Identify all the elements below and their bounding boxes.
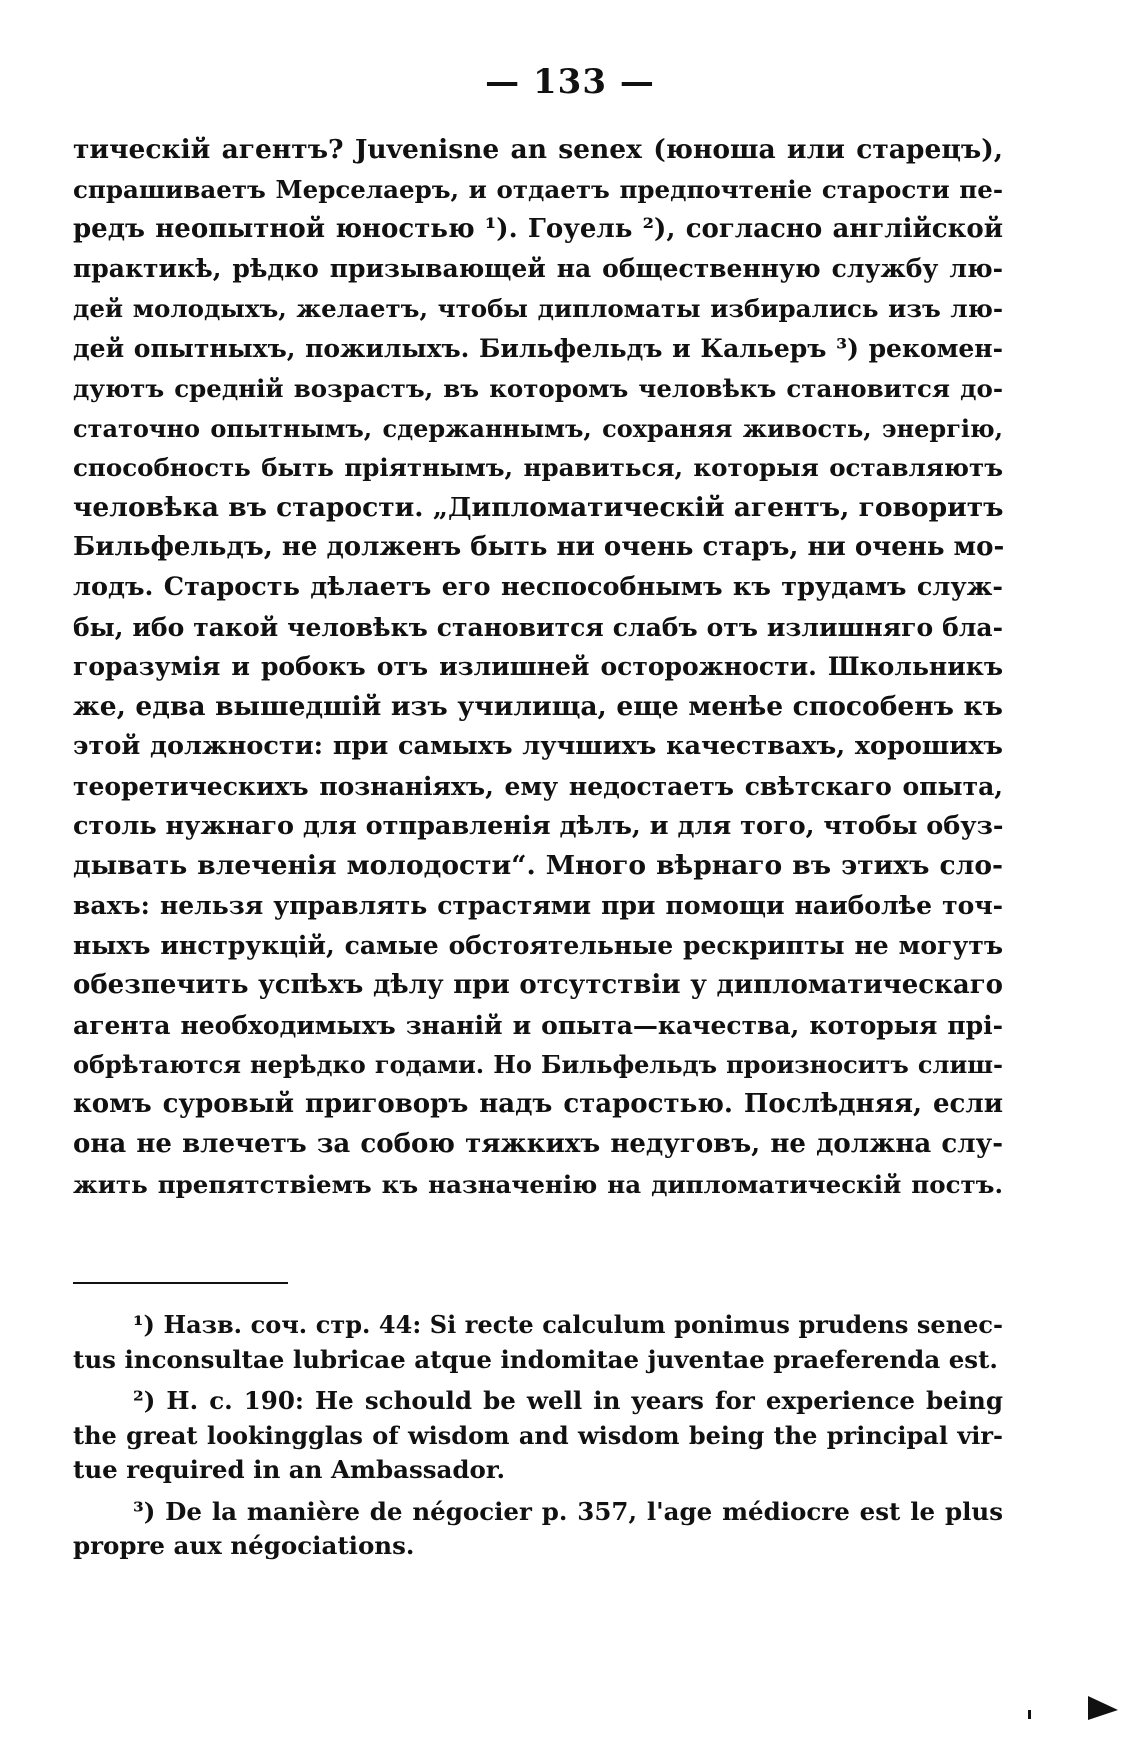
footnote-line: ³) De la manière de négocier p. 357, l'age médiocre est le plus xyxy=(133,1496,1003,1526)
text-line: Бильфельдъ, не долженъ быть ни очень старъ, ни очень мо- xyxy=(73,531,1005,562)
footnote-3 xyxy=(73,1495,1003,1564)
text-line: обрѣтаются нерѣдко годами. Но Бильфельдъ произноситъ слиш- xyxy=(73,1050,1003,1080)
text-line: лодъ. Старость дѣлаетъ его неспособнымъ къ трудамъ служ- xyxy=(73,571,1003,602)
text-line: столь нужнаго для отправленія дѣлъ, и для того, чтобы обуз- xyxy=(73,810,1004,841)
text-line: спрашиваетъ Мерселаеръ, и отдаетъ предпочтеніе старости пе- xyxy=(73,174,1003,204)
footnote-divider xyxy=(73,1282,288,1284)
text-line: этой должности: при самыхъ лучшихъ качествахъ, хорошихъ xyxy=(73,730,1003,761)
text-line: агента необходимыхъ знаній и опыта—качества, которыя прі- xyxy=(73,1010,1003,1040)
footnote-line: the great lookingglas of wisdom and wisdom being the principal vir- xyxy=(73,1420,1003,1450)
text-line: тическій агентъ? Juvenisne an senex (юноша или старецъ), xyxy=(73,134,1003,165)
footnote-line: propre aux négociations. xyxy=(73,1531,415,1560)
scan-arrow-mark xyxy=(1088,1696,1118,1720)
footnote-line: tus inconsultae lubricae atque indomitae juventae praeferenda est. xyxy=(73,1344,998,1374)
footnote-line: tue required in an Ambassador. xyxy=(73,1455,506,1484)
text-line: человѣка въ старости. „Дипломатическій агентъ, говоритъ xyxy=(73,492,1004,524)
footnote-1 xyxy=(73,1308,1003,1377)
footnote-2 xyxy=(73,1384,1003,1488)
main-text xyxy=(73,130,1003,1205)
text-line: бы, ибо такой человѣкъ становится слабъ отъ излишняго бла- xyxy=(73,612,1003,642)
text-line: теоретическихъ познаніяхъ, ему недостаетъ свѣтскаго опыта, xyxy=(73,771,1003,801)
text-line: редъ неопытной юностью ¹). Гоуель ²), согласно англійской xyxy=(73,213,1003,244)
page-number: — 133 — xyxy=(485,62,655,102)
text-line: горазумія и робокъ отъ излишней осторожности. Школьникъ xyxy=(73,652,1003,682)
footnote-line: ¹) Назв. соч. стр. 44: Si recte calculum ponimus prudens senec- xyxy=(133,1310,1003,1339)
text-line: ныхъ инструкцій, самые обстоятельные рескрипты не могутъ xyxy=(73,930,1003,960)
footnote-line: ²) Н. с. 190: He schould be well in years for experience being xyxy=(133,1386,1003,1415)
text-line: практикѣ, рѣдко призывающей на общественную службу лю- xyxy=(73,254,1003,284)
text-line: комъ суровый приговоръ надъ старостью. Послѣдняя, если xyxy=(73,1089,1003,1120)
text-line: способность быть пріятнымъ, нравиться, которыя оставляютъ xyxy=(73,453,1003,483)
text-line: обезпечить успѣхъ дѣлу при отсутствіи у дипломатическаго xyxy=(73,969,1003,1000)
text-line: дей опытныхъ, пожилыхъ. Бильфельдъ и Кальеръ ³) рекомен- xyxy=(73,333,1003,363)
text-line: дей молодыхъ, желаетъ, чтобы дипломаты избирались изъ лю- xyxy=(73,294,1003,324)
text-line: дывать влеченія молодости“. Много вѣрнаго въ этихъ сло- xyxy=(73,850,1003,882)
text-line: жить препятствіемъ къ назначенію на дипломатическій постъ. xyxy=(73,1169,1003,1199)
text-line: статочно опытнымъ, сдержаннымъ, сохраняя живость, энергію, xyxy=(73,413,1003,443)
text-line: вахъ: нельзя управлять страстями при помощи наиболѣе точ- xyxy=(73,891,1003,921)
text-line: она не влечетъ за собою тяжкихъ недуговъ, не должна слу- xyxy=(73,1128,1003,1159)
text-line: же, едва вышедшій изъ училища, еще менѣе способенъ къ xyxy=(73,691,1003,723)
text-line: дуютъ средній возрастъ, въ которомъ человѣкъ становится до- xyxy=(73,373,1003,403)
scan-mark xyxy=(1028,1710,1031,1719)
footnotes xyxy=(73,1308,1003,1564)
